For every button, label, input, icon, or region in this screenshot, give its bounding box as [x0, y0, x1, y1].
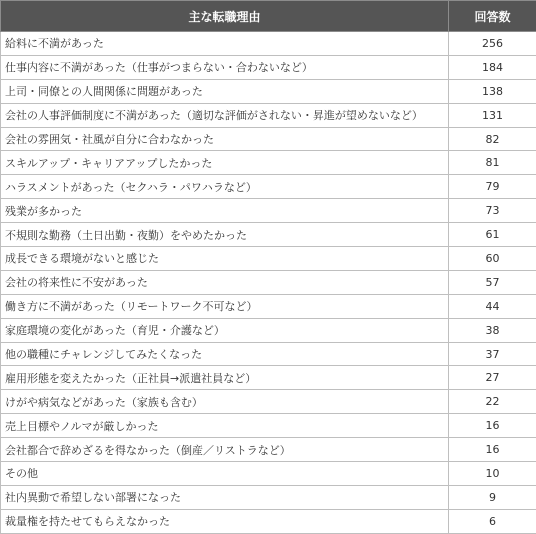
reason-cell: 雇用形態を変えたかった（正社員→派遣社員など）: [1, 366, 449, 390]
reason-cell: 社内異動で希望しない部署になった: [1, 485, 449, 509]
reason-cell: 売上目標やノルマが厳しかった: [1, 414, 449, 438]
reason-cell: 働き方に不満があった（リモートワーク不可など）: [1, 294, 449, 318]
table-row: [1, 151, 536, 175]
table-row: [1, 366, 536, 390]
table-row: [1, 247, 536, 271]
table-row: [1, 509, 536, 533]
reason-cell: 他の職種にチャレンジしてみたくなった: [1, 342, 449, 366]
count-cell: 81: [449, 151, 536, 175]
table-row: [1, 294, 536, 318]
table-row: [1, 342, 536, 366]
reason-cell: その他: [1, 462, 449, 486]
table-row: [1, 485, 536, 509]
count-cell: 16: [449, 414, 536, 438]
reason-cell: 会社都合で辞めざるを得なかった（倒産／リストラなど）: [1, 438, 449, 462]
count-cell: 131: [449, 103, 536, 127]
count-cell: 16: [449, 438, 536, 462]
count-cell: 27: [449, 366, 536, 390]
table-row: [1, 390, 536, 414]
count-cell: 61: [449, 223, 536, 247]
header-reason: 主な転職理由: [1, 1, 449, 32]
count-cell: 57: [449, 270, 536, 294]
count-cell: 184: [449, 55, 536, 79]
table-row: [1, 32, 536, 56]
count-cell: 73: [449, 199, 536, 223]
reason-cell: 裁量権を持たせてもらえなかった: [1, 509, 449, 533]
reason-cell: 不規則な勤務（土日出勤・夜勤）をやめたかった: [1, 223, 449, 247]
table-row: [1, 438, 536, 462]
reason-cell: ハラスメントがあった（セクハラ・パワハラなど）: [1, 175, 449, 199]
table-row: [1, 79, 536, 103]
table-row: [1, 462, 536, 486]
count-cell: 82: [449, 127, 536, 151]
count-cell: 37: [449, 342, 536, 366]
count-cell: 22: [449, 390, 536, 414]
header-count: 回答数: [449, 1, 536, 32]
count-cell: 10: [449, 462, 536, 486]
reason-cell: スキルアップ・キャリアアップしたかった: [1, 151, 449, 175]
reason-cell: 家庭環境の変化があった（育児・介護など）: [1, 318, 449, 342]
table-row: [1, 175, 536, 199]
table-row: [1, 414, 536, 438]
reason-cell: 給料に不満があった: [1, 32, 449, 56]
reason-cell: 会社の人事評価制度に不満があった（適切な評価がされない・昇進が望めないなど）: [1, 103, 449, 127]
table-row: [1, 103, 536, 127]
count-cell: 38: [449, 318, 536, 342]
table-row: [1, 199, 536, 223]
reason-cell: 仕事内容に不満があった（仕事がつまらない・合わないなど）: [1, 55, 449, 79]
count-cell: 9: [449, 485, 536, 509]
reason-cell: 会社の将来性に不安があった: [1, 270, 449, 294]
count-cell: 44: [449, 294, 536, 318]
table-row: [1, 318, 536, 342]
table-row: [1, 223, 536, 247]
table-header-row: [1, 1, 536, 32]
reason-cell: 残業が多かった: [1, 199, 449, 223]
reason-cell: 成長できる環境がないと感じた: [1, 247, 449, 271]
count-cell: 256: [449, 32, 536, 56]
table-row: [1, 127, 536, 151]
count-cell: 6: [449, 509, 536, 533]
reason-cell: 会社の雰囲気・社風が自分に合わなかった: [1, 127, 449, 151]
count-cell: 79: [449, 175, 536, 199]
reason-cell: けがや病気などがあった（家族も含む）: [1, 390, 449, 414]
count-cell: 138: [449, 79, 536, 103]
count-cell: 60: [449, 247, 536, 271]
table-row: [1, 270, 536, 294]
reason-cell: 上司・同僚との人間関係に問題があった: [1, 79, 449, 103]
table-body: [1, 32, 536, 534]
table-row: [1, 55, 536, 79]
